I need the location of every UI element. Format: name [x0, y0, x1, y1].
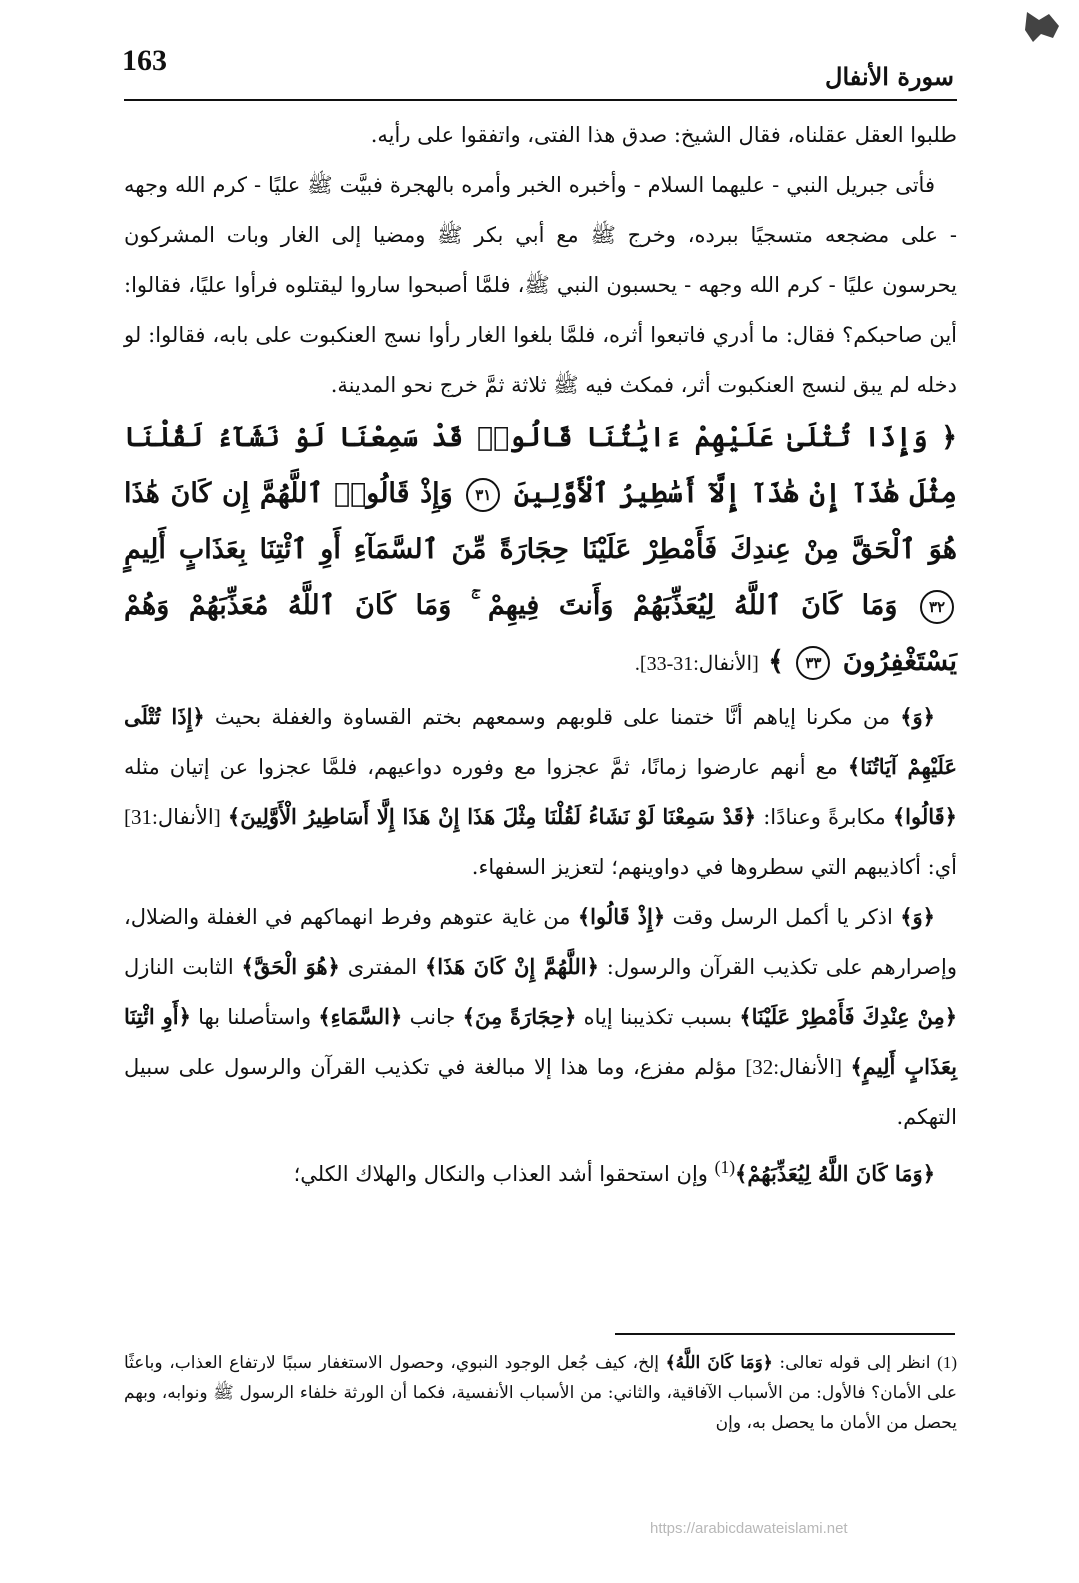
paragraph-4-text-e: بسبب تكذيبنا إياه	[583, 1005, 733, 1029]
ayah-marker-31: ٣١	[466, 478, 500, 512]
quote-allahumma: ﴿اللَّهُمَّ إِنْ كَانَ هَذَا﴾	[424, 954, 599, 979]
quote-wama-kana: ﴿وَمَا كَانَ اللَّهُ لِيُعَذِّبَهُمْ﴾	[735, 1161, 935, 1186]
footnote-text-b: إلخ، كيف جُعل الوجود النبوي، وحصول الاستغفار سببًا لارتفاع العذاب، وباعثًا على الأمان؟ فالأول: من الأسباب الآفاقية، والثاني: من الأسباب الأنفسية، فكما أن الورثة خلفاء الرسول ﷺ ونوابه، وبهم يحصل من الأمان ما يحصل به، وإن	[124, 1353, 957, 1433]
paragraph-5-text-a: وإن استحقوا أشد العذاب والنكال والهلاك الكلي؛	[293, 1162, 708, 1186]
paragraph-1: طلبوا العقل عقلناه، فقال الشيخ: صدق هذا الفتى، واتفقوا على رأيه.	[370, 123, 957, 147]
quote-assamai: ﴿السَّمَاءِ﴾	[318, 1004, 403, 1029]
ayah-marker-33: ٣٣	[796, 646, 830, 680]
scan-smudge-mark	[1019, 8, 1067, 48]
surah-title: سورة الأنفال	[825, 62, 954, 91]
paragraph-3-text-a: من مكرنا إياهم أنَّا ختمنا على قلوبهم وسمعهم بختم القساوة والغفلة بحيث	[214, 705, 891, 729]
footnote-1	[124, 1348, 957, 1438]
quote-huwa-alhaq: ﴿هُوَ الْحَقَّ﴾	[241, 954, 340, 979]
paragraph-3-text-b: مع أنهم عارضوا زمانًا، ثمَّ عجزوا مع وفوره دواعيهم، فلمَّا عجزوا عن إتيان مثله	[124, 755, 838, 779]
quote-min-indika: ﴿مِنْ عِنْدِكَ فَأَمْطِرْ عَلَيْنَا﴾	[739, 1004, 958, 1029]
quote-aw-itina: ﴿أَوِ ائْتِنَا بِعَذَابٍ أَلِيمٍ﴾	[124, 1004, 958, 1079]
quote-wa: ﴿وَ﴾	[900, 704, 935, 729]
quote-qalu: ﴿قَالُوا﴾	[892, 804, 957, 829]
paragraph-4-text-d: الثابت النازل	[124, 955, 234, 979]
verse-32-text: وَإِذْ قَالُوا۟ ٱللَّهُمَّ إِن كَانَ هَٰذَا هُوَ ٱلْحَقَّ مِنْ عِندِكَ فَأَمْطِرْ عَلَيْنَا حِجَارَةً مِّنَ ٱلسَّمَآءِ أَوِ ٱئْتِنَا بِعَذَابٍ أَلِيمٍ	[124, 478, 957, 565]
paragraph-3-reference: [الأنفال:31]	[124, 805, 221, 829]
site-watermark: https://arabicdawateislami.net	[650, 1520, 848, 1537]
footnote-number: (1)	[937, 1353, 958, 1372]
quote-qad-samina: ﴿قَدْ سَمِعْنَا لَوْ نَشَاءُ لَقُلْنَا مِثْلَ هَذَا إِنْ هَذَا إِلَّا أَسَاطِيرُ الْأَوَّلِينَ﴾	[227, 804, 757, 829]
paragraph-3-text-d: أي: أكاذيبهم التي سطروها في دواوينهم؛ لتعزيز السفهاء.	[471, 855, 957, 879]
paragraph-2: فأتى جبريل النبي - عليهما السلام - وأخبره الخبر وأمره بالهجرة فبيَّت ﷺ عليًا - كرم الله وجهه - على مضجعه متسجيًا ببرده، وخرج ﷺ مع أبي بكر ﷺ ومضيا إلى الغار وبات المشركون يحرسون عليًا - كرم الله وجهه - يحسبون النبي ﷺ، فلمَّا أصبحوا ساروا ليقتلوه فرأوا عليًا، فقالوا: أين صاحبكم؟ فقال: ما أدري فاتبعوا أثره، فلمَّا بلغوا الغار رأوا نسج العنكبوت على بابه، فقالوا: لو دخله لم يبق لنسج العنكبوت أثر، فمكث فيه ﷺ ثلاثة ثمَّ خرج نحو المدينة.	[124, 173, 957, 397]
quote-idha-tutla: ﴿إِذَا تُتْلَى عَلَيْهِمْ آيَاتُنَا﴾	[124, 704, 957, 779]
footnote-text-a: انظر إلى قوله تعالى:	[779, 1353, 931, 1373]
paragraph-4	[124, 892, 957, 1142]
paragraph-4-text-f: جانب	[409, 1005, 456, 1029]
paragraph-4-text-b: من غاية عتوهم وفرط انهماكهم في الغفلة والضلال، وإصرارهم على تكذيب القرآن والرسول:	[124, 905, 957, 979]
paragraph-4-text-g: واستأصلنا بها	[198, 1005, 312, 1029]
paragraph-3-text-c: مكابرةً وعنادًا:	[763, 805, 886, 829]
verse-31-text: وَإِذَا تُتْلَىٰ عَلَيْهِمْ ءَايَٰتُنَا قَالُوا۟ قَدْ سَمِعْنَا لَوْ نَشَآءُ لَقُلْنَا مِثْلَ هَٰذَآ إِنْ هَٰذَآ إِلَّآ أَسَٰطِيرُ ٱلْأَوَّلِينَ	[124, 422, 957, 509]
footnote-divider	[615, 1333, 955, 1335]
page-number: 163	[122, 44, 167, 77]
quran-verses-block	[124, 410, 957, 692]
ayah-marker-32: ٣٢	[920, 590, 954, 624]
header-divider	[124, 99, 957, 101]
paragraph-4-text-h: مؤلم مفزع، وما هذا إلا مبالغة في تكذيب القرآن والرسول على سبيل التهكم.	[124, 1055, 957, 1129]
paragraph-4-text-a: اذكر يا أكمل الرسل وقت	[672, 905, 893, 929]
verse-33-text: وَمَا كَانَ ٱللَّهُ لِيُعَذِّبَهُمْ وَأَنتَ فِيهِمْ ۚ وَمَا كَانَ ٱللَّهُ مُعَذِّبَهُمْ وَهُمْ يَسْتَغْفِرُونَ	[124, 590, 957, 677]
verse-reference: [الأنفال:31-33].	[634, 653, 759, 675]
quran-close-brace: ﴾	[768, 646, 784, 677]
commentary-body	[124, 110, 957, 1199]
quran-open-brace: ﴿	[941, 422, 958, 453]
footnote-quote: ﴿وَمَا كَانَ اللَّهُ﴾	[665, 1353, 773, 1373]
paragraph-5	[124, 1142, 957, 1199]
quote-hijaratan: ﴿حِجَارَةً مِنَ﴾	[462, 1004, 577, 1029]
quote-idh-qalu: ﴿إِذْ قَالُوا﴾	[577, 904, 666, 929]
footnote-reference-mark[interactable]: (1)	[714, 1157, 736, 1177]
quote-wa-2: ﴿وَ﴾	[900, 904, 935, 929]
paragraph-4-text-c: المفترى	[347, 955, 418, 979]
paragraph-3	[124, 692, 957, 892]
paragraph-4-reference: [الأنفال:32]	[745, 1055, 842, 1079]
